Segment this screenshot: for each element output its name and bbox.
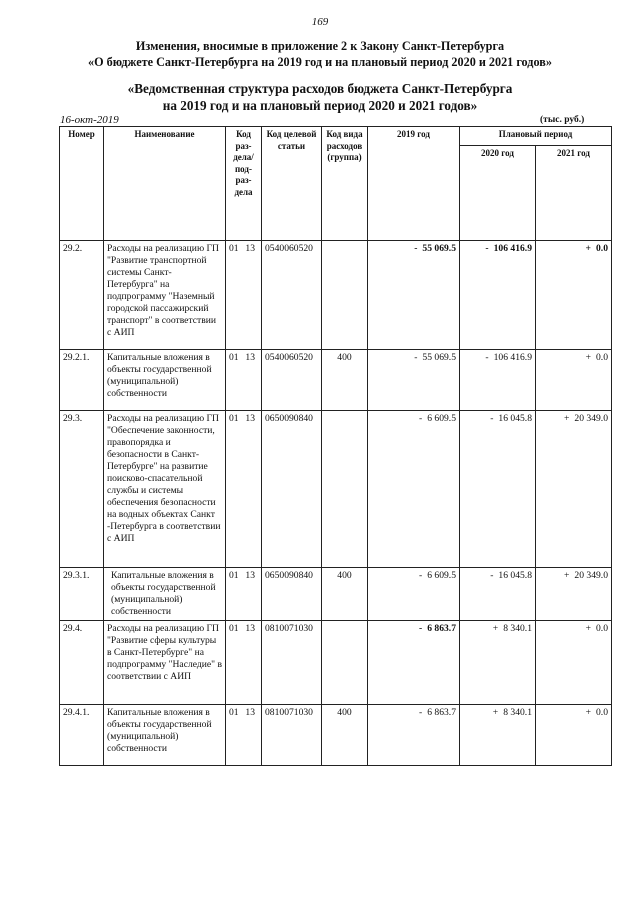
- value-sign: +: [492, 623, 499, 634]
- header-vid: Код вида расходов (группа): [322, 127, 368, 241]
- row-target: 0540060520: [262, 350, 322, 411]
- value-sign: +: [585, 352, 591, 363]
- budget-table: [59, 126, 612, 766]
- row-target: 0650090840: [262, 568, 322, 621]
- value-sign: -: [414, 243, 418, 254]
- row-vid: [322, 411, 368, 568]
- row-name: Расходы на реализацию ГП "Обеспечение законности, правопорядка и безопасности в Санкт-Петербурге" на развитие поисково-спасательной службы и системы обеспечения безопасности на водных объектах Санкт -Петербурга в соответствии с АИП: [104, 411, 226, 568]
- table-row: [60, 350, 612, 411]
- document-date: 16-окт-2019: [60, 114, 119, 126]
- value-sign: -: [419, 570, 423, 581]
- value-amount: 106 416.9: [493, 243, 532, 254]
- row-number: 29.4.1.: [60, 705, 104, 766]
- row-vid: 400: [322, 350, 368, 411]
- row-vid: 400: [322, 705, 368, 766]
- row-value-2021: [536, 350, 612, 411]
- value-sign: +: [564, 413, 570, 424]
- row-section-code: 01: [229, 570, 239, 581]
- header-target: Код целевой статьи: [262, 127, 322, 241]
- row-number: 29.3.1.: [60, 568, 104, 621]
- row-value-2021: [536, 411, 612, 568]
- table-row: [60, 621, 612, 705]
- document-subtitle: [20, 80, 620, 114]
- value-sign: -: [419, 707, 423, 718]
- row-value-2021: [536, 568, 612, 621]
- row-number: 29.4.: [60, 621, 104, 705]
- table-row: [60, 705, 612, 766]
- row-value-2021: [536, 621, 612, 705]
- table-row: [60, 568, 612, 621]
- value-sign: -: [485, 243, 489, 254]
- row-subsection-code: 13: [245, 623, 255, 634]
- value-amount: 16 045.8: [498, 413, 532, 424]
- value-sign: -: [485, 352, 489, 363]
- value-sign: -: [414, 352, 418, 363]
- row-vid: [322, 241, 368, 350]
- value-amount: 20 349.0: [574, 413, 608, 424]
- row-subsection-code: 13: [245, 570, 255, 581]
- row-section: [226, 350, 262, 411]
- document-title-line-1: Изменения, вносимые в приложение 2 к Закону Санкт-Петербурга: [135, 39, 505, 53]
- value-amount: 8 340.1: [503, 623, 532, 634]
- row-value-2021: [536, 241, 612, 350]
- header-2021: 2021 год: [536, 146, 612, 241]
- row-number: 29.2.1.: [60, 350, 104, 411]
- table-row: [60, 241, 612, 350]
- document-title: [20, 38, 620, 70]
- value-amount: 16 045.8: [498, 570, 532, 581]
- row-vid: 400: [322, 568, 368, 621]
- row-name: Капитальные вложения в объекты государственной (муниципальной) собственности: [104, 350, 226, 411]
- value-sign: +: [564, 570, 570, 581]
- row-value-2020: [460, 621, 536, 705]
- row-value-2019: [368, 568, 460, 621]
- page-number: 169: [311, 16, 329, 28]
- value-amount: 20 349.0: [574, 570, 608, 581]
- table-row: [60, 411, 612, 568]
- value-amount: 0.0: [596, 623, 608, 634]
- row-section-code: 01: [229, 707, 239, 718]
- row-value-2019: [368, 241, 460, 350]
- value-sign: -: [490, 570, 494, 581]
- header-plan-period: Плановый период: [460, 127, 612, 146]
- row-subsection-code: 13: [245, 413, 255, 424]
- value-amount: 106 416.9: [493, 352, 532, 363]
- value-sign: -: [419, 623, 423, 634]
- row-section: [226, 621, 262, 705]
- row-section: [226, 411, 262, 568]
- row-section: [226, 241, 262, 350]
- header-section: Код раз-дела/ под-раз-дела: [226, 127, 262, 241]
- row-section-code: 01: [229, 413, 239, 424]
- row-vid: [322, 621, 368, 705]
- value-amount: 55 069.5: [422, 243, 456, 254]
- value-sign: +: [585, 243, 591, 254]
- row-name: Капитальные вложения в объекты государственной (муниципальной) собственности: [104, 568, 226, 621]
- row-value-2021: [536, 705, 612, 766]
- row-value-2019: [368, 621, 460, 705]
- row-number: 29.2.: [60, 241, 104, 350]
- document-title-line-2: «О бюджете Санкт-Петербурга на 2019 год и на плановый период 2020 и 2021 годов»: [88, 55, 552, 69]
- row-value-2019: [368, 705, 460, 766]
- value-amount: 55 069.5: [422, 352, 456, 363]
- value-amount: 6 609.5: [427, 413, 456, 424]
- value-amount: 6 863.7: [427, 623, 456, 634]
- row-target: 0540060520: [262, 241, 322, 350]
- header-number: Номер: [60, 127, 104, 241]
- header-name: Наименование: [104, 127, 226, 241]
- row-name: Расходы на реализацию ГП "Развитие сферы культуры в Санкт-Петербурге" на подпрограмму "Наследие" в соответствии с АИП: [104, 621, 226, 705]
- row-section: [226, 705, 262, 766]
- row-value-2019: [368, 411, 460, 568]
- value-sign: +: [585, 623, 591, 634]
- row-subsection-code: 13: [245, 243, 255, 254]
- row-section: [226, 568, 262, 621]
- row-value-2020: [460, 350, 536, 411]
- units-label: (тыс. руб.): [540, 115, 585, 125]
- value-sign: -: [419, 413, 423, 424]
- row-subsection-code: 13: [245, 707, 255, 718]
- value-amount: 6 609.5: [427, 570, 456, 581]
- row-value-2020: [460, 411, 536, 568]
- row-section-code: 01: [229, 243, 239, 254]
- row-value-2020: [460, 241, 536, 350]
- document-subtitle-line-2: на 2019 год и на плановый период 2020 и 2021 годов»: [162, 98, 478, 113]
- value-amount: 0.0: [596, 707, 608, 718]
- value-sign: +: [585, 707, 591, 718]
- value-amount: 6 863.7: [427, 707, 456, 718]
- row-target: 0650090840: [262, 411, 322, 568]
- value-amount: 8 340.1: [503, 707, 532, 718]
- header-2020: 2020 год: [460, 146, 536, 241]
- row-value-2020: [460, 705, 536, 766]
- row-value-2019: [368, 350, 460, 411]
- value-amount: 0.0: [596, 352, 608, 363]
- row-number: 29.3.: [60, 411, 104, 568]
- header-2019: 2019 год: [368, 127, 460, 241]
- row-target: 0810071030: [262, 705, 322, 766]
- row-name: Расходы на реализацию ГП "Развитие транспортной системы Санкт-Петербурга" на подпрограмму "Наземный городской пассажирский транспорт" в соответствии с АИП: [104, 241, 226, 350]
- row-name: Капитальные вложения в объекты государственной (муниципальной) собственности: [104, 705, 226, 766]
- row-section-code: 01: [229, 623, 239, 634]
- value-sign: -: [490, 413, 494, 424]
- row-value-2020: [460, 568, 536, 621]
- document-subtitle-line-1: «Ведомственная структура расходов бюджета Санкт-Петербурга: [127, 81, 513, 96]
- row-target: 0810071030: [262, 621, 322, 705]
- value-sign: +: [492, 707, 499, 718]
- value-amount: 0.0: [596, 243, 608, 254]
- row-section-code: 01: [229, 352, 239, 363]
- table-header-row: [60, 127, 612, 146]
- row-subsection-code: 13: [245, 352, 255, 363]
